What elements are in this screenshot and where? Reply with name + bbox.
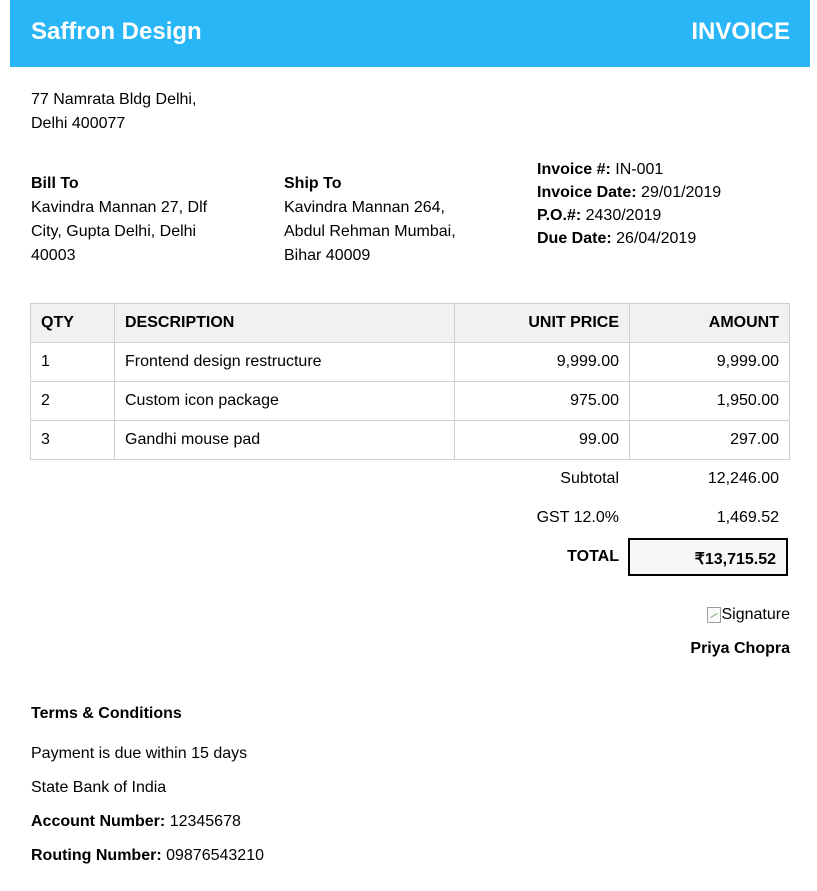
invoice-number-label: Invoice #: — [537, 161, 611, 178]
company-address-line2: Delhi 400077 — [31, 115, 126, 132]
bill-to-line2: City, Gupta Delhi, Delhi — [31, 223, 197, 240]
ship-to-line1: Kavindra Mannan 264, — [284, 199, 445, 216]
subtotal-value: 12,246.00 — [707, 470, 779, 487]
header-unit-price: UNIT PRICE — [455, 304, 630, 343]
signature-alt-text: Signature — [721, 606, 790, 623]
row-qty: 3 — [31, 421, 115, 460]
table-header-row — [31, 304, 790, 343]
invoice-date-label: Invoice Date: — [537, 184, 637, 201]
tax-value: 1,469.52 — [716, 509, 779, 526]
ship-to-line3: Bihar 40009 — [284, 247, 371, 264]
total-value: ₹13,715.52 — [694, 551, 776, 568]
row-unit-price: 9,999.00 — [455, 343, 630, 382]
invoice-number-row — [537, 158, 721, 181]
bill-to-block — [31, 172, 231, 268]
po-number: 2430/2019 — [585, 207, 662, 224]
row-amount: 297.00 — [630, 421, 790, 460]
row-unit-price: 99.00 — [455, 421, 630, 460]
row-description: Frontend design restructure — [115, 343, 455, 382]
row-amount: 1,950.00 — [630, 382, 790, 421]
po-row — [537, 204, 721, 227]
bill-to-line3: 40003 — [31, 247, 76, 264]
routing-number-label: Routing Number: — [31, 847, 162, 864]
table-row — [31, 421, 790, 460]
terms-title: Terms & Conditions — [31, 705, 182, 722]
ship-to-line2: Abdul Rehman Mumbai, — [284, 223, 456, 240]
account-number: 12345678 — [169, 813, 241, 830]
invoice-date-row — [537, 181, 721, 204]
due-date-row — [537, 227, 721, 250]
company-address — [31, 88, 196, 136]
company-address-line1: 77 Namrata Bldg Delhi, — [31, 91, 197, 108]
broken-image-icon — [707, 607, 721, 623]
header-amount: AMOUNT — [630, 304, 790, 343]
ship-to-title: Ship To — [284, 175, 342, 192]
row-amount: 9,999.00 — [630, 343, 790, 382]
signer-name: Priya Chopra — [690, 640, 790, 657]
ship-to-block — [284, 172, 484, 268]
routing-number: 09876543210 — [166, 847, 264, 864]
row-qty: 2 — [31, 382, 115, 421]
invoice-number: IN-001 — [615, 161, 664, 178]
row-description: Gandhi mouse pad — [115, 421, 455, 460]
signature-image — [707, 606, 791, 624]
invoice-header — [10, 0, 810, 67]
subtotal-row — [460, 460, 790, 498]
bill-to-title: Bill To — [31, 175, 79, 192]
tax-row — [460, 499, 790, 537]
table-row — [31, 382, 790, 421]
document-type: INVOICE — [691, 18, 790, 45]
invoice-date: 29/01/2019 — [641, 184, 722, 201]
total-label: TOTAL — [567, 548, 619, 565]
po-label: P.O.#: — [537, 207, 582, 224]
table-row — [31, 343, 790, 382]
due-date: 26/04/2019 — [616, 230, 697, 247]
row-unit-price: 975.00 — [455, 382, 630, 421]
terms-bank: State Bank of India — [31, 779, 167, 796]
line-items-table — [30, 303, 790, 460]
terms-account-row — [31, 813, 241, 831]
header-description: DESCRIPTION — [115, 304, 455, 343]
total-row — [460, 538, 790, 576]
row-description: Custom icon package — [115, 382, 455, 421]
tax-label: GST 12.0% — [536, 509, 619, 526]
bill-to-line1: Kavindra Mannan 27, Dlf — [31, 199, 208, 216]
row-qty: 1 — [31, 343, 115, 382]
terms-payment: Payment is due within 15 days — [31, 745, 248, 762]
header-qty: QTY — [31, 304, 115, 343]
total-box — [628, 538, 788, 576]
company-name: Saffron Design — [31, 18, 202, 45]
due-date-label: Due Date: — [537, 230, 612, 247]
invoice-meta — [537, 158, 721, 250]
terms-routing-row — [31, 847, 264, 865]
account-number-label: Account Number: — [31, 813, 166, 830]
subtotal-label: Subtotal — [560, 470, 619, 487]
